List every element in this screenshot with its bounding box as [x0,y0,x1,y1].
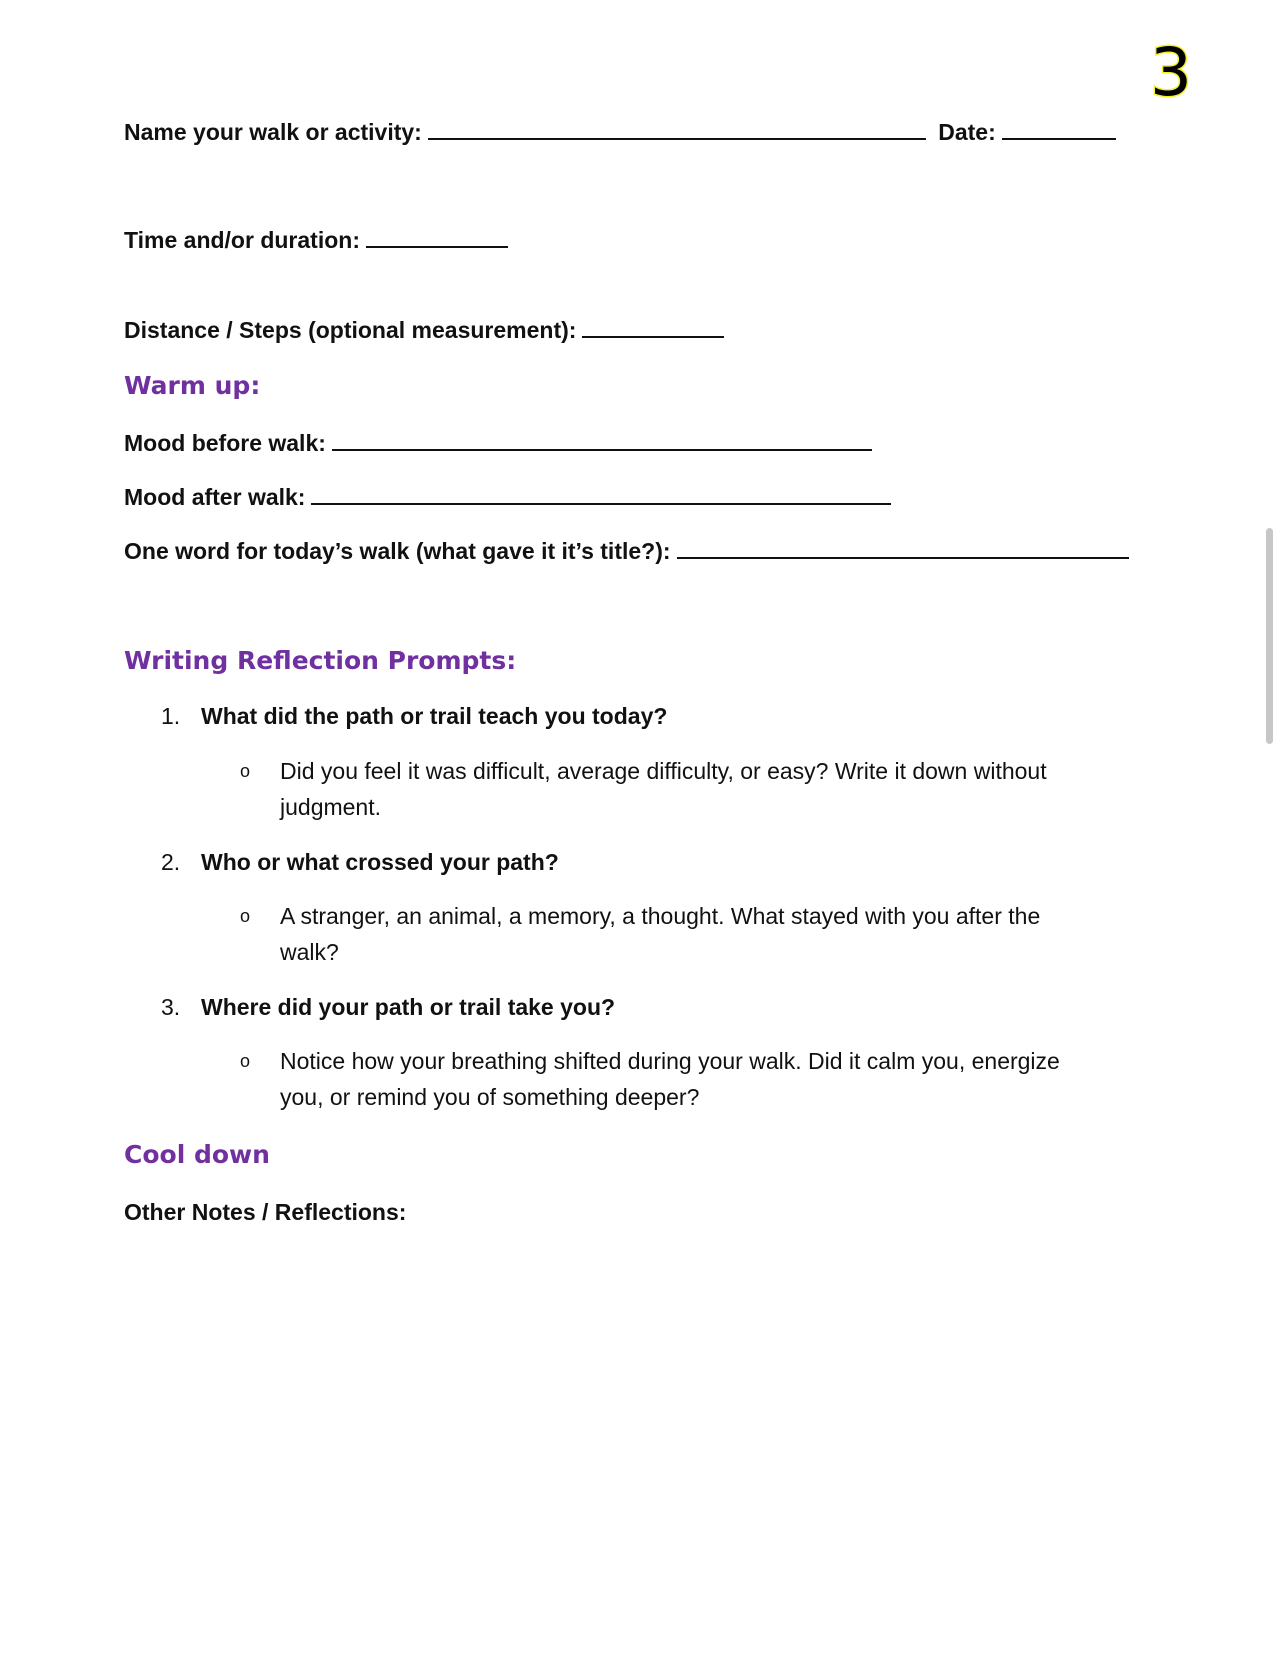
distance-line[interactable] [582,316,724,338]
prompt-question-3 [161,996,615,1019]
prompts-heading: Writing Reflection Prompts: [124,646,517,675]
prompt-detail-2 [240,898,1100,970]
mood-after-label: Mood after walk: [124,484,306,510]
time-line[interactable] [366,226,508,248]
vertical-scrollbar[interactable] [1266,528,1273,744]
other-notes-field [124,1201,406,1224]
warm-up-heading: Warm up: [124,371,261,400]
bullet-icon: o [240,761,251,781]
prompt-question-text: Where did your path or trail take you? [201,994,616,1020]
time-field [124,226,508,252]
prompt-detail-text: Did you feel it was difficult, average difficulty, or easy? Write it down without judgment. [280,758,1047,820]
prompt-question-text: What did the path or trail teach you today? [201,703,668,729]
bullet-icon: o [240,1051,251,1071]
prompt-number: 1. [161,703,181,729]
prompt-detail-text: Notice how your breathing shifted during your walk. Did it calm you, energize you, or remind you of something deeper? [280,1048,1060,1110]
bullet-icon: o [240,906,251,926]
one-word-line[interactable] [677,537,1129,559]
page-number: 3 [1150,34,1192,111]
prompt-number: 2. [161,849,181,875]
prompt-question-2 [161,851,559,874]
mood-after-line[interactable] [311,483,891,505]
one-word-field [124,537,1129,563]
prompt-detail-3 [240,1043,1100,1115]
prompt-number: 3. [161,994,181,1020]
one-word-label: One word for today’s walk (what gave it it’s title?): [124,538,671,564]
mood-before-field [124,429,872,455]
cool-down-heading: Cool down [124,1140,270,1169]
walk-name-line[interactable] [428,118,926,140]
prompt-question-text: Who or what crossed your path? [201,849,559,875]
walk-name-field [124,118,1116,144]
prompt-question-1 [161,705,667,728]
mood-before-line[interactable] [332,429,872,451]
prompt-detail-1 [240,753,1100,825]
walk-name-label: Name your walk or activity: [124,119,422,145]
date-label: Date: [938,119,996,145]
mood-before-label: Mood before walk: [124,430,326,456]
time-label: Time and/or duration: [124,227,360,253]
date-line[interactable] [1002,118,1116,140]
prompt-detail-text: A stranger, an animal, a memory, a thought. What stayed with you after the walk? [280,903,1041,965]
other-notes-label: Other Notes / Reflections: [124,1199,407,1225]
distance-label: Distance / Steps (optional measurement): [124,317,577,343]
distance-field [124,316,724,342]
mood-after-field [124,483,891,509]
